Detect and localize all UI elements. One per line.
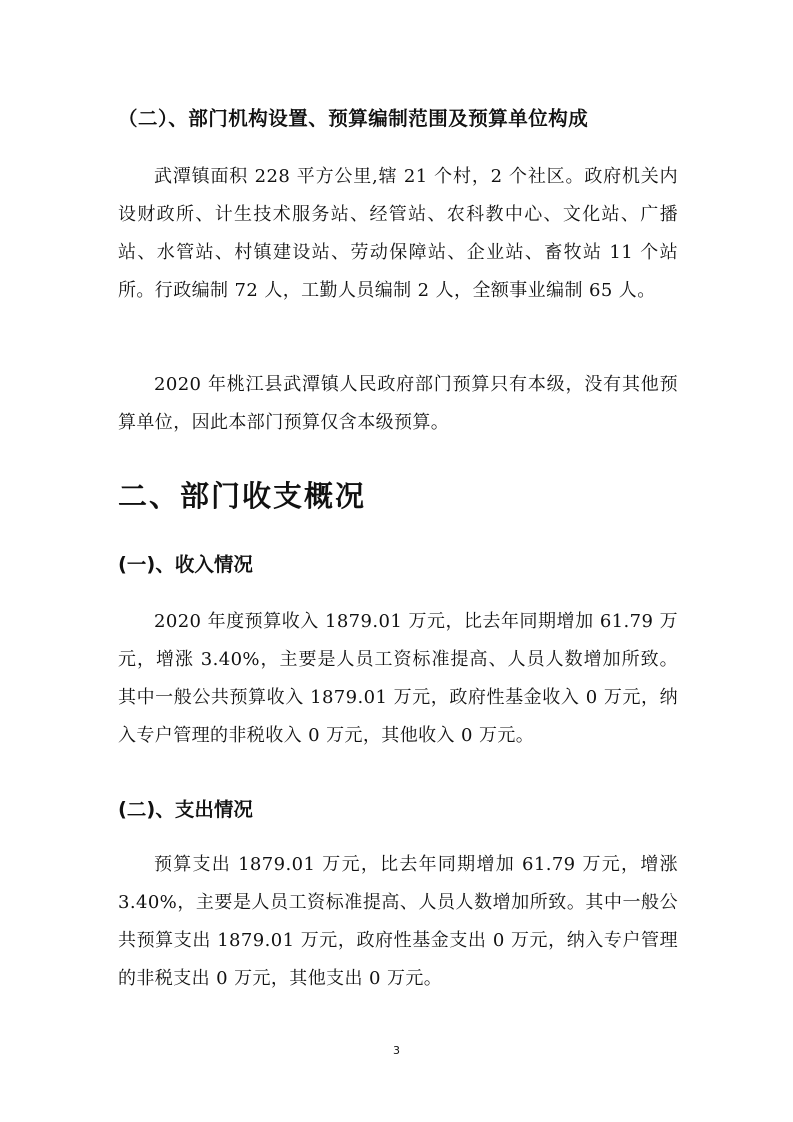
- paragraph-expense: 预算支出 1879.01 万元，比去年同期增加 61.79 万元，增涨 3.40%，主要是人员工资标准提高、人员人数增加所致。其中一般公共预算支出 1879.01 万元，政府性基金支出 0 万元，纳入专户管理的非税支出 0 万元，其他支出 0 万元。: [118, 854, 678, 989]
- subheading-expense: (二)、支出情况: [118, 798, 253, 821]
- page-number: 3: [393, 1044, 400, 1057]
- paragraph-org-overview: 武潭镇面积 228 平方公里,辖 21 个村，2 个社区。政府机关内设财政所、计生技术服务站、经管站、农科教中心、文化站、广播站、水管站、村镇建设站、劳动保障站、企业站、畜牧站 11 个站所。行政编制 72 人，工勤人员编制 2 人，全额事业编制 65 人。: [118, 166, 678, 301]
- subheading-income: (一)、收入情况: [118, 553, 253, 576]
- paragraph-income: 2020 年度预算收入 1879.01 万元，比去年同期增加 61.79 万元，增涨 3.40%，主要是人员工资标准提高、人员人数增加所致。其中一般公共预算收入 1879.01 万元，政府性基金收入 0 万元，纳入专户管理的非税收入 0 万元，其他收入 0 万元。: [118, 611, 678, 746]
- section-heading-org-structure: （二）、部门机构设置、预算编制范围及预算单位构成: [118, 107, 589, 130]
- chapter-heading-income-expense: 二、部门收支概况: [118, 479, 367, 513]
- paragraph-budget-scope: 2020 年桃江县武潭镇人民政府部门预算只有本级，没有其他预算单位，因此本部门预算仅含本级预算。: [118, 374, 678, 433]
